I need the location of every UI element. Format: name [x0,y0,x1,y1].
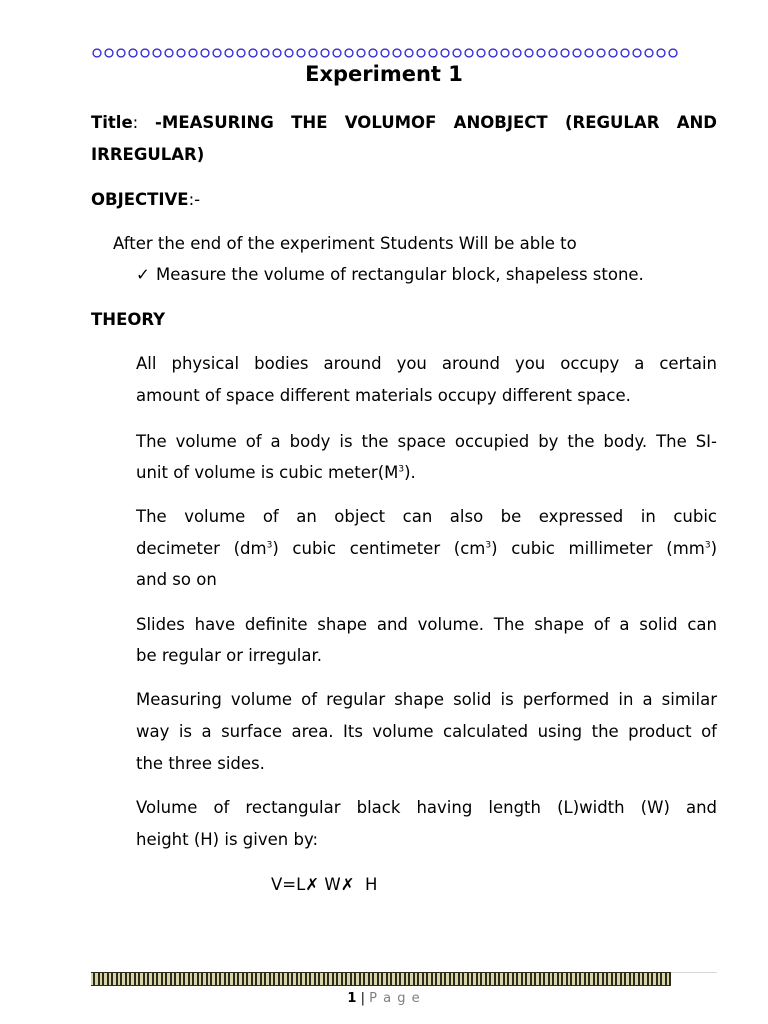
superscript: 3 [704,540,711,551]
objective-suffix: :- [188,190,201,209]
decorative-page-border-top [91,44,679,62]
theory-p4-line-2: be regular or irregular. [136,646,323,665]
theory-p5-line-3: the three sides. [136,754,265,773]
objective-item-text: Measure the volume of rectangular block, shapeless stone. [156,265,644,284]
objective-label: OBJECTIVE [91,190,189,209]
theory-p6-line-2: height (H) is given by: [136,830,319,849]
theory-p2-end: ). [404,463,416,482]
theory-p2-text: unit of volume is cubic meter(M [136,463,399,482]
page-separator: | [356,991,370,1006]
theory-p5-line-1: Measuring volume of regular shape solid is performed in a similar [136,690,717,709]
checkmark-icon: ✓ [136,265,150,284]
superscript: 3 [398,464,405,475]
theory-p3-line-1: The volume of an object can also be expressed in cubic [136,507,717,526]
theory-p3-line-2 [136,539,717,558]
objective-list-item [136,265,644,284]
unit-cm: ) cubic centimeter (cm [272,539,486,558]
page-number: 1 [347,991,357,1006]
theory-p2-line-2 [136,463,416,482]
objective-intro: After the end of the experiment Students Will be able to [113,234,577,253]
theory-p1-line-1: All physical bodies around you around you occupy a certain [136,354,717,373]
title-text-1: -MEASURING THE VOLUMOF ANOBJECT (REGULAR AND [155,113,717,132]
theory-p2-line-1: The volume of a body is the space occupied by the body. The SI- [136,432,717,451]
superscript: 3 [485,540,492,551]
experiment-heading: Experiment 1 [305,62,463,86]
decorative-page-border-bottom [91,972,671,986]
title-line-2: IRREGULAR) [91,145,205,164]
title-label: Title [91,113,133,132]
title-line-1 [91,113,717,132]
page-footer [0,991,768,1006]
theory-p6-line-1: Volume of rectangular black having length (L)width (W) and [136,798,717,817]
superscript: 3 [266,540,273,551]
theory-heading: THEORY [91,310,166,329]
theory-p3-line-3: and so on [136,570,217,589]
page-label: P a g e [369,991,421,1006]
volume-formula: V=L✗ W✗ H [271,875,378,894]
objective-heading [91,190,200,209]
unit-dm: decimeter (dm [136,539,267,558]
title-separator: : [132,113,156,132]
closing-paren: ) [710,539,718,558]
theory-p1-line-2: amount of space different materials occupy different space. [136,386,631,405]
theory-p4-line-1: Slides have definite shape and volume. The shape of a solid can [136,615,717,634]
unit-mm: ) cubic millimeter (mm [491,539,705,558]
footer-rule [671,972,717,973]
theory-p5-line-2: way is a surface area. Its volume calculated using the product of [136,722,717,741]
